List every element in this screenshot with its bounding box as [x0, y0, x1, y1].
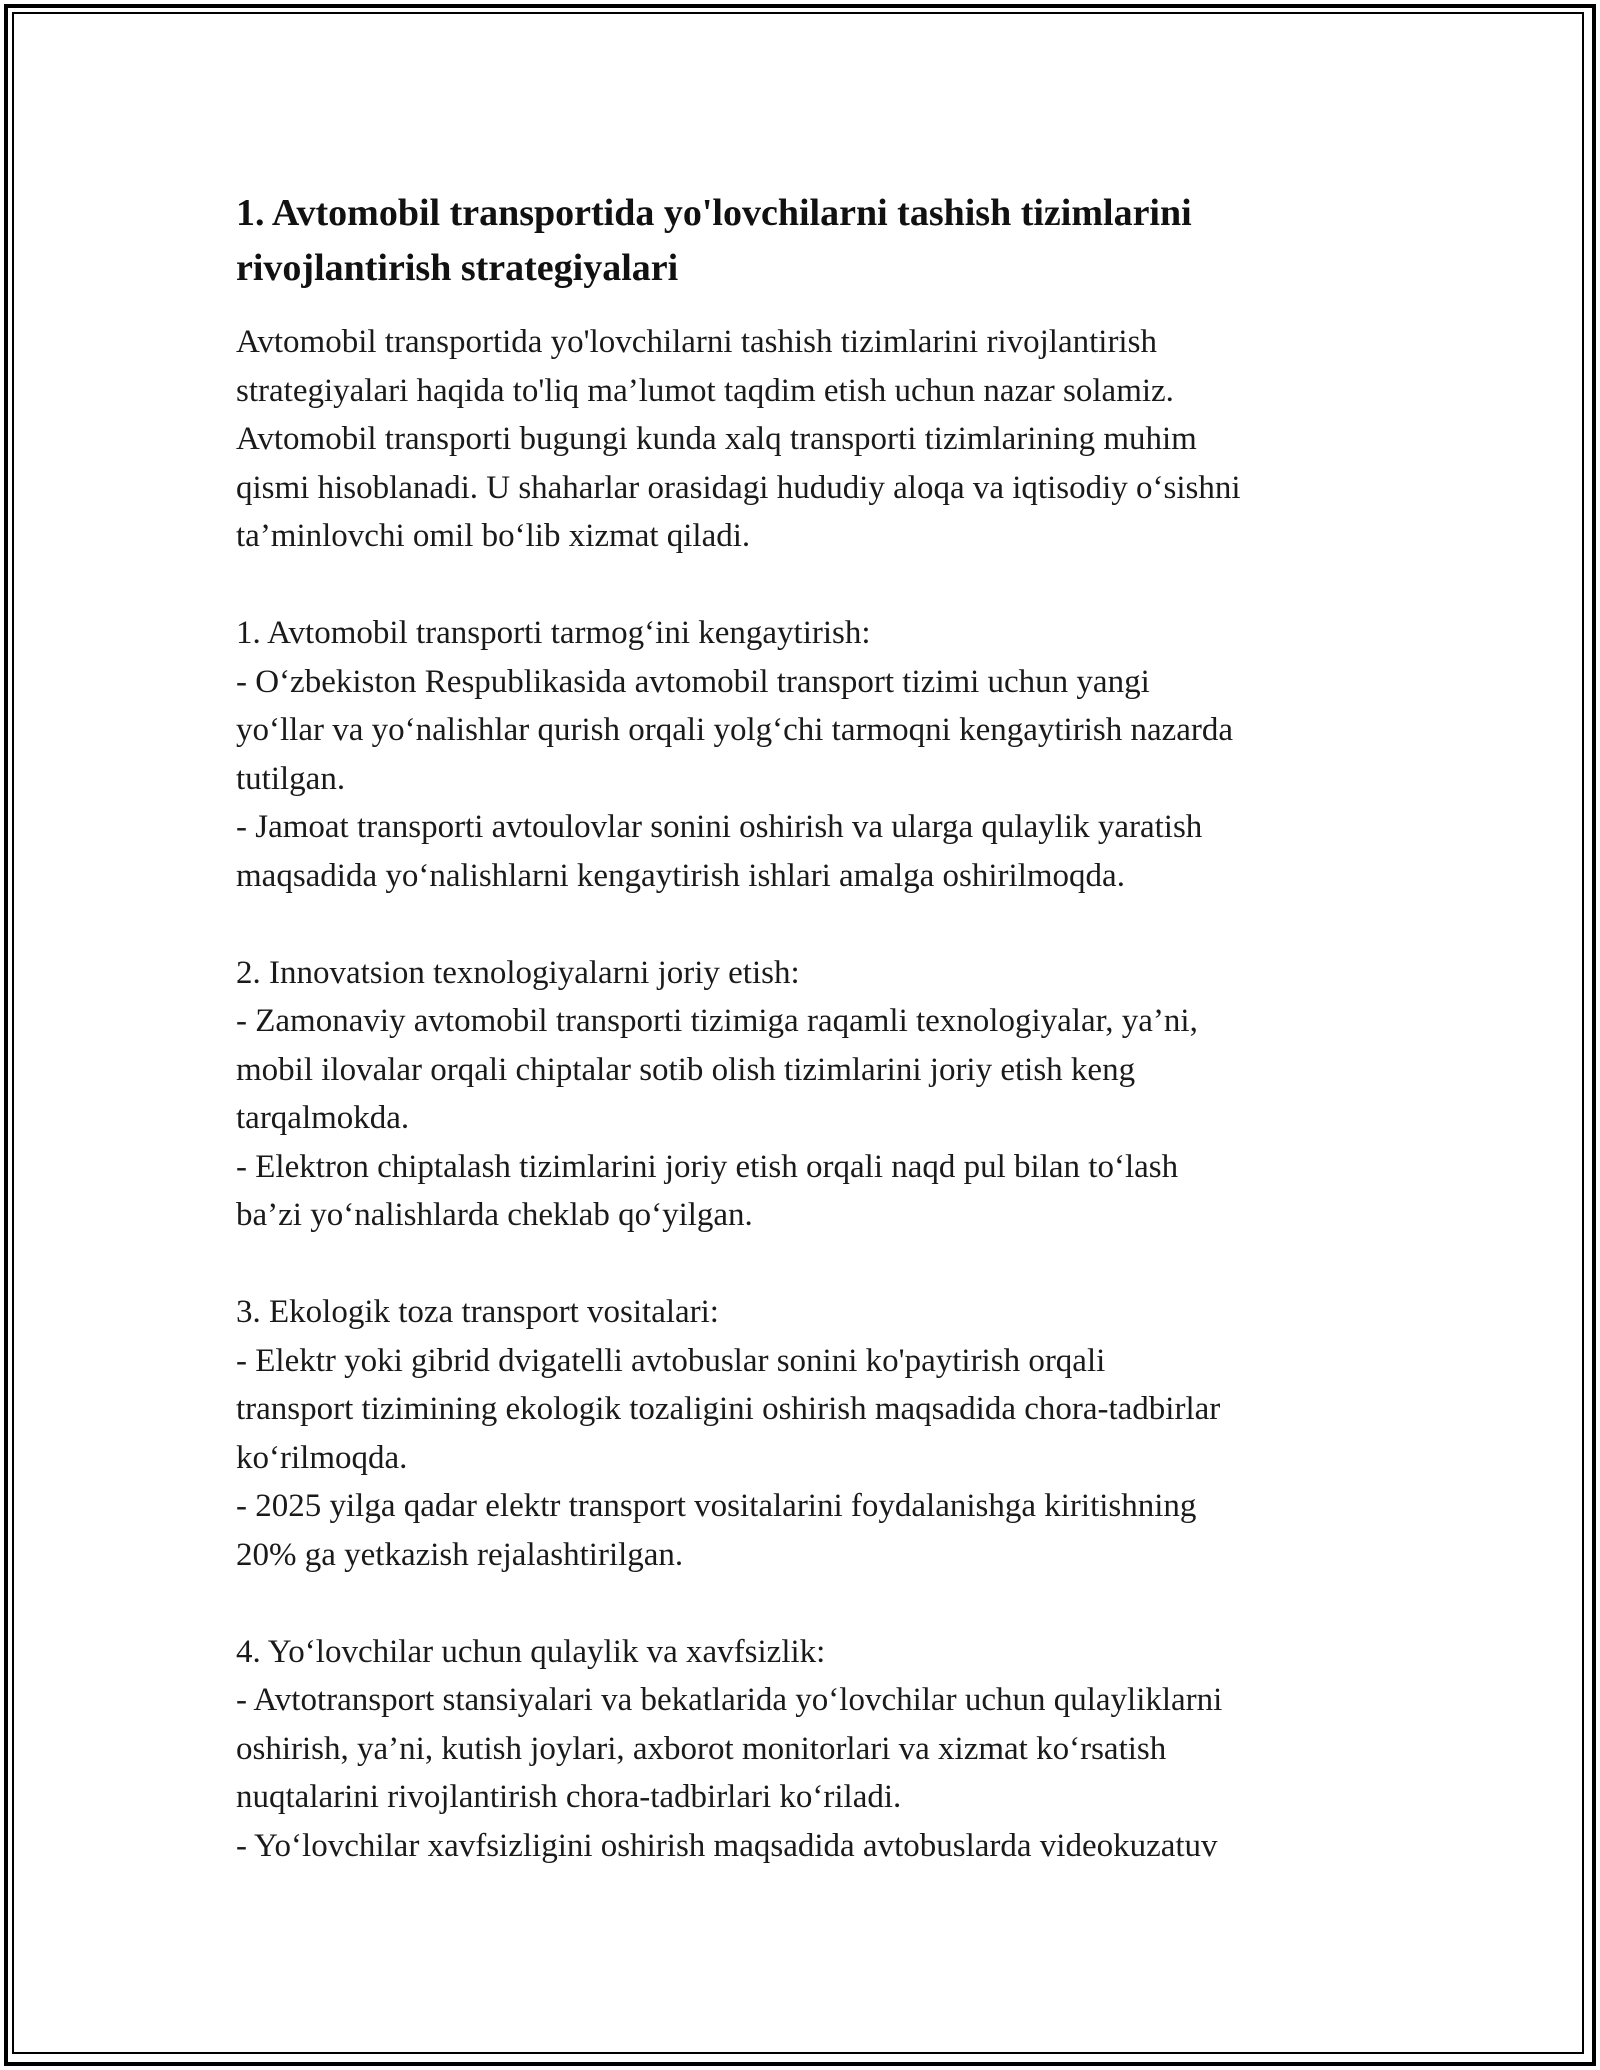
- document-title: 1. Avtomobil transportida yo'lovchilarni tashish tizimlarini rivojlantirish strategiyalari: [236, 192, 1192, 289]
- section-heading: 3. Ekologik toza transport vositalari:: [236, 1294, 719, 1330]
- bullet-item: - Zamonaviy avtomobil transporti tizimiga raqamli texnologiyalar, ya’ni, mobil ilovalar orqali chiptalar sotib olish tizimlarini joriy etish keng tarqalmokda.: [236, 1003, 1198, 1136]
- bullet-item: - Elektr yoki gibrid dvigatelli avtobuslar sonini ko'paytirish orqali transport tizimining ekologik tozaligini oshirish maqsadida chora-tadbirlar ko‘rilmoqda.: [236, 1342, 1221, 1476]
- bullet-item: - Avtotransport stansiyalari va bekatlarida yo‘lovchilar uchun qulayliklarni oshirish, ya’ni, kutish joylari, axborot monitorlari va xizmat ko‘rsatish nuqtalarini rivojlantirish chora-tadbirlari ko‘riladi.: [236, 1682, 1223, 1815]
- bullet-item: - 2025 yilga qadar elektr transport vositalarini foydalanishga kiritishning 20% ga yetkazish rejalashtirilgan.: [236, 1488, 1197, 1573]
- section-3: [236, 1288, 1386, 1579]
- bullet-item: - Jamoat transporti avtoulovlar sonini oshirish va ularga qulaylik yaratish maqsadida yo‘nalishlarni kengaytirish ishlari amalga oshirilmoqda.: [236, 809, 1203, 894]
- bullet-item: - O‘zbekiston Respublikasida avtomobil transport tizimi uchun yangi yo‘llar va yo‘nalishlar qurish orqali yolg‘chi tarmoqni kengaytirish nazarda tutilgan.: [236, 663, 1234, 797]
- section-heading: 4. Yo‘lovchilar uchun qulaylik va xavfsizlik:: [236, 1633, 826, 1670]
- section-1: [236, 609, 1386, 900]
- bullet-item: - Yo‘lovchilar xavfsizligini oshirish maqsadida avtobuslarda videokuzatuv: [236, 1827, 1218, 1864]
- section-4: [236, 1628, 1386, 1871]
- intro-paragraph: Avtomobil transportida yo'lovchilarni tashish tizimlarini rivojlantirish strategiyalari haqida to'liq ma’lumot taqdim etish uchun nazar solamiz. Avtomobil transporti bugungi kunda xalq transporti tizimlarining muhim qismi hisoblanadi. U shaharlar orasidagi hududiy aloqa va iqtisodiy o‘sishni ta’minlovchi omil bo‘lib xizmat qiladi.: [236, 324, 1241, 554]
- bullet-item: - Elektron chiptalash tizimlarini joriy etish orqali naqd pul bilan to‘lash ba’zi yo‘nalishlarda cheklab qo‘yilgan.: [236, 1148, 1179, 1233]
- section-heading: 1. Avtomobil transporti tarmog‘ini kengaytirish:: [236, 615, 871, 651]
- section-2: [236, 949, 1386, 1240]
- section-heading: 2. Innovatsion texnologiyalarni joriy etish:: [236, 954, 800, 991]
- document-body: [236, 186, 1386, 1870]
